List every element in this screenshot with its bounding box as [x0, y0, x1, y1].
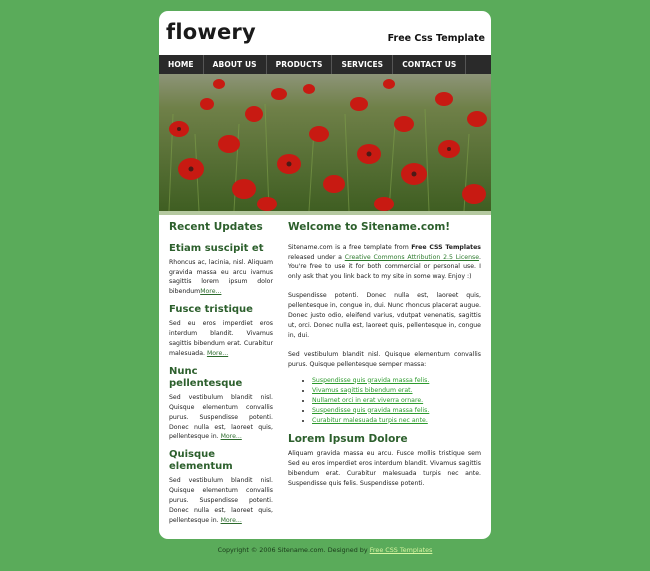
post-title[interactable]: Fusce tristique: [169, 304, 253, 316]
site-slogan: Free Css Template: [387, 33, 485, 44]
paragraph: Suspendisse potenti. Donec nulla est, laoreet quis, pellentesque in, congue in, dui. Nunc rhoncus placerat augue. Donec justo odio, eleifend varius, vdutpat venenatis, sagittis ut, orci. Donec nulla est, laoreet quis, pellentesque in, congue in, dui.: [288, 292, 481, 339]
sidebar-title: Recent Updates: [169, 221, 263, 233]
main-title: Welcome to Sitename.com!: [288, 221, 451, 233]
intro-paragraph: [288, 243, 481, 283]
post-text: Rhoncus ac, lacinia, nisl. Aliquam gravida massa eu arcu ivamus sagittis lorem ipsum dolor bibendum: [169, 258, 273, 296]
nav-products[interactable]: PRODUCTS: [267, 55, 333, 74]
post-title[interactable]: Quisque elementum: [169, 449, 233, 473]
list-link[interactable]: Suspendisse quis gravida massa felis.: [312, 406, 430, 414]
subtitle: Lorem Ipsum Dolore: [288, 432, 408, 445]
paragraph: Aliquam gravida massa eu arcu. Fusce mollis tristique sem Sed eu eros imperdiet eros interdum blandit. Vivamus sagittis bibendum erat. Curabitur malesuada turpis nec ante. Suspendisse quis felis. Suspendisse potenti.: [288, 450, 481, 487]
sidebar: [169, 221, 273, 533]
main-content: [288, 221, 481, 498]
more-link[interactable]: More...: [206, 349, 229, 357]
nav-home[interactable]: HOME: [159, 55, 204, 74]
footer: [0, 547, 650, 553]
paragraph: Sed vestibulum blandit nisl. Quisque elementum convallis purus. Quisque pellentesque semper massa:: [288, 350, 481, 368]
header: [159, 11, 491, 55]
post-excerpt: [169, 258, 273, 298]
post-title[interactable]: Nunc pellentesque: [169, 365, 243, 389]
intro-bold: Free CSS Templates: [411, 243, 481, 251]
list-link[interactable]: Nullamet orci in erat viverra ornare.: [312, 396, 424, 404]
post-excerpt: [169, 319, 273, 359]
nav-contact-us[interactable]: CONTACT US: [393, 55, 466, 74]
list-item: [312, 376, 481, 386]
list-link[interactable]: Suspendisse quis gravida massa felis.: [312, 376, 430, 384]
copyright-text: Copyright © 2006 Sitename.com. Designed by: [217, 546, 370, 554]
hero-image: [159, 74, 491, 211]
page-container: [159, 11, 491, 539]
sidebar-post: [169, 243, 273, 298]
list-link[interactable]: Curabitur malesuada turpis nec ante.: [312, 416, 428, 424]
intro-text: Sitename.com is a free template from: [288, 243, 412, 251]
post-excerpt: [169, 393, 273, 443]
intro-text: . You're free to use it for both commercial or personal use. I only ask that you link back to my site in some way. Enjoy :): [288, 253, 481, 281]
list-item: [312, 386, 481, 396]
site-logo[interactable]: flowery: [166, 20, 256, 44]
nav-about-us[interactable]: ABOUT US: [204, 55, 267, 74]
more-link[interactable]: More...: [200, 288, 222, 296]
hero-divider: [159, 211, 491, 215]
footer-link[interactable]: Free CSS Templates: [369, 546, 433, 554]
nav-services[interactable]: SERVICES: [332, 55, 393, 74]
post-excerpt: [169, 476, 273, 526]
list-link[interactable]: Vivamus sagittis bibendum erat.: [312, 386, 413, 394]
post-text: Sed vestibulum blandit nisl. Quisque elementum convallis purus. Suspendisse potenti. Donec nulla est, laoreet quis, pellentesque in.: [169, 393, 273, 441]
post-text: Sed eu eros imperdiet eros interdum blandit. Vivamus sagittis bibendum erat. Curabitur malesuada.: [169, 320, 273, 357]
list-item: [312, 406, 481, 416]
sidebar-post: [169, 449, 273, 526]
post-title[interactable]: Etiam suscipit et: [169, 242, 264, 254]
list-item: [312, 396, 481, 406]
list-item: [312, 416, 481, 426]
sidebar-post: [169, 304, 273, 359]
main-nav: [159, 55, 491, 74]
post-text: Sed vestibulum blandit nisl. Quisque elementum convallis purus. Suspendisse potenti. Donec nulla est, laoreet quis, pellentesque in.: [169, 477, 273, 524]
license-link[interactable]: Creative Commons Attribution 2.5 License: [344, 253, 480, 261]
more-link[interactable]: More...: [220, 517, 242, 524]
sidebar-post: [169, 366, 273, 443]
intro-text: released under a: [288, 253, 345, 261]
poppy-field-image: [159, 74, 491, 211]
link-list: [288, 376, 481, 426]
more-link[interactable]: More...: [220, 433, 242, 441]
